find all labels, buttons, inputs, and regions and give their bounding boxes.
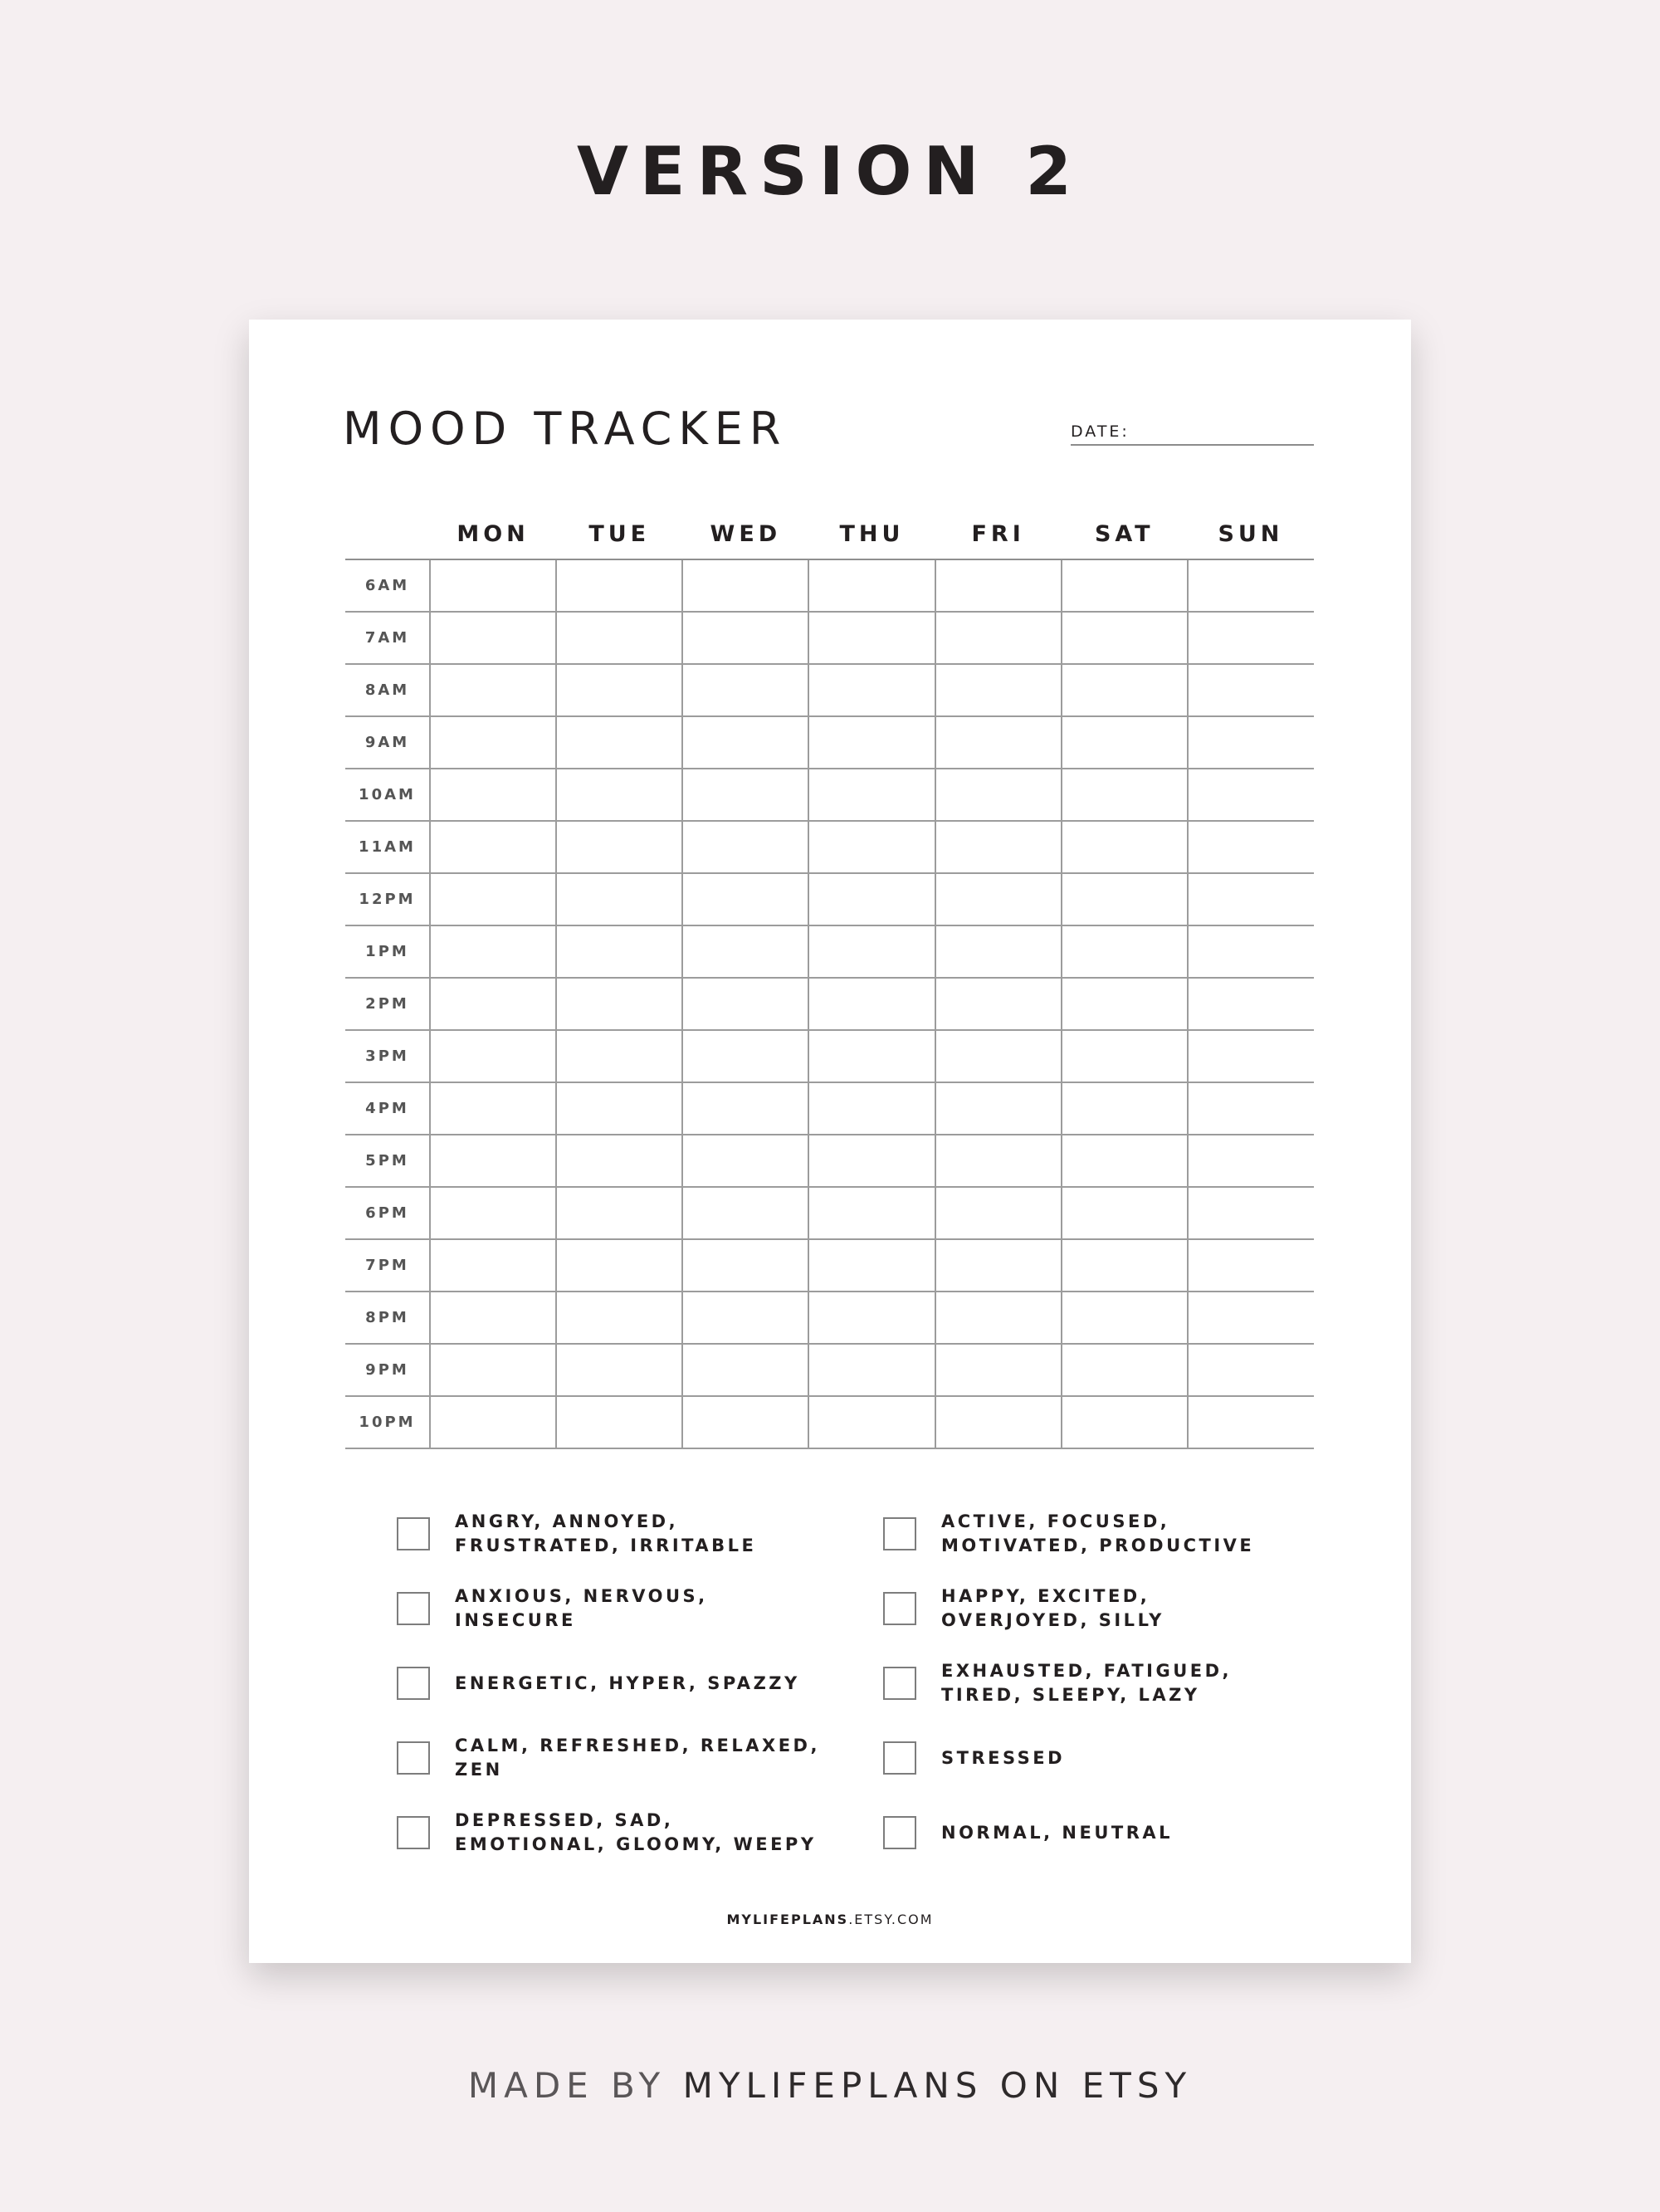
mood-cell[interactable] [935, 1239, 1062, 1292]
mood-cell[interactable] [682, 1396, 808, 1448]
credit-name: MYLIFEPLANS ON ETSY [682, 2065, 1193, 2106]
mood-cell[interactable] [808, 821, 935, 873]
time-row [345, 612, 1314, 664]
mood-cell[interactable] [556, 1239, 682, 1292]
mood-cell[interactable] [556, 1344, 682, 1396]
mood-option-label: STRESSED [941, 1747, 1066, 1768]
mood-option-label: DEPRESSED, SAD, EMOTIONAL, GLOOMY, WEEPY [455, 1810, 817, 1854]
mood-checkbox[interactable] [397, 1667, 430, 1700]
time-row [345, 1135, 1314, 1187]
time-label: 10AM [345, 769, 430, 821]
mood-cell[interactable] [1062, 1344, 1188, 1396]
mood-checkbox[interactable] [883, 1592, 916, 1625]
day-header: TUE [556, 509, 682, 559]
mood-cell[interactable] [556, 1082, 682, 1135]
mood-cell[interactable] [682, 769, 808, 821]
mood-cell[interactable] [1188, 716, 1314, 769]
mood-cell[interactable] [430, 978, 556, 1030]
time-label: 7PM [345, 1239, 430, 1292]
time-row [345, 1187, 1314, 1239]
mood-cell[interactable] [682, 612, 808, 664]
mood-cell[interactable] [935, 559, 1062, 612]
mood-cell[interactable] [556, 978, 682, 1030]
mood-cell[interactable] [808, 716, 935, 769]
mood-option [397, 1795, 883, 1870]
mood-cell[interactable] [430, 873, 556, 925]
date-field[interactable] [1071, 422, 1314, 446]
mood-cell[interactable] [682, 664, 808, 716]
time-label: 7AM [345, 612, 430, 664]
time-row [345, 1239, 1314, 1292]
time-row [345, 1344, 1314, 1396]
mood-option-label: EXHAUSTED, FATIGUED, TIRED, SLEEPY, LAZY [941, 1661, 1233, 1705]
mood-cell[interactable] [1188, 1396, 1314, 1448]
mood-cell[interactable] [556, 559, 682, 612]
mood-cell[interactable] [430, 1292, 556, 1344]
mood-cell[interactable] [682, 1187, 808, 1239]
time-label: 2PM [345, 978, 430, 1030]
time-label: 1PM [345, 925, 430, 978]
mood-cell[interactable] [682, 873, 808, 925]
mood-option [883, 1497, 1277, 1571]
mood-cell[interactable] [1062, 664, 1188, 716]
day-header: SAT [1062, 509, 1188, 559]
corner-cell [345, 509, 430, 559]
mood-cell[interactable] [1062, 821, 1188, 873]
mood-cell[interactable] [430, 1030, 556, 1082]
mood-cell[interactable] [808, 873, 935, 925]
mood-cell[interactable] [1062, 1082, 1188, 1135]
mood-cell[interactable] [556, 1135, 682, 1187]
time-label: 6PM [345, 1187, 430, 1239]
time-row [345, 978, 1314, 1030]
mood-cell[interactable] [682, 1135, 808, 1187]
time-label: 6AM [345, 559, 430, 612]
mood-cell[interactable] [430, 559, 556, 612]
mood-cell[interactable] [1188, 978, 1314, 1030]
mood-cell[interactable] [1062, 1239, 1188, 1292]
mood-cell[interactable] [556, 925, 682, 978]
mood-checkbox[interactable] [883, 1816, 916, 1849]
mood-option-label: ANGRY, ANNOYED, FRUSTRATED, IRRITABLE [455, 1511, 757, 1555]
mood-cell[interactable] [935, 1082, 1062, 1135]
mood-cell[interactable] [1062, 1187, 1188, 1239]
mood-checkbox[interactable] [883, 1517, 916, 1550]
time-label: 4PM [345, 1082, 430, 1135]
mood-cell[interactable] [682, 925, 808, 978]
mood-cell[interactable] [556, 769, 682, 821]
mood-cell[interactable] [1062, 1292, 1188, 1344]
time-row [345, 1030, 1314, 1082]
mood-cell[interactable] [1062, 612, 1188, 664]
mood-cell[interactable] [808, 1082, 935, 1135]
mood-cell[interactable] [1062, 559, 1188, 612]
mood-cell[interactable] [808, 769, 935, 821]
mood-cell[interactable] [430, 716, 556, 769]
mood-cell[interactable] [1188, 769, 1314, 821]
time-row [345, 1292, 1314, 1344]
mood-option [397, 1646, 883, 1721]
mood-checkbox[interactable] [397, 1592, 430, 1625]
mood-cell[interactable] [1188, 873, 1314, 925]
mood-cell[interactable] [808, 1135, 935, 1187]
mood-cell[interactable] [682, 1082, 808, 1135]
mood-cell[interactable] [1188, 664, 1314, 716]
mood-cell[interactable] [1062, 716, 1188, 769]
day-header: SUN [1188, 509, 1314, 559]
mood-cell[interactable] [682, 978, 808, 1030]
mood-cell[interactable] [935, 1030, 1062, 1082]
time-row [345, 925, 1314, 978]
time-label: 10PM [345, 1396, 430, 1448]
mood-cell[interactable] [808, 1187, 935, 1239]
time-label: 9AM [345, 716, 430, 769]
version-heading: VERSION 2 [576, 133, 1084, 210]
mood-cell[interactable] [1188, 1344, 1314, 1396]
mood-cell[interactable] [430, 612, 556, 664]
day-header: FRI [935, 509, 1062, 559]
mood-cell[interactable] [1188, 1239, 1314, 1292]
time-label: 8PM [345, 1292, 430, 1344]
day-header: MON [430, 509, 556, 559]
time-row [345, 559, 1314, 612]
mood-cell[interactable] [682, 1030, 808, 1082]
mood-cell[interactable] [1188, 1292, 1314, 1344]
footer-url-rest: .ETSY.COM [848, 1912, 934, 1927]
mood-cell[interactable] [430, 1187, 556, 1239]
mood-cell[interactable] [1188, 612, 1314, 664]
mood-cell[interactable] [556, 1292, 682, 1344]
credit-prefix: MADE BY [467, 2065, 666, 2106]
mood-option [883, 1795, 1277, 1870]
mood-cell[interactable] [556, 1187, 682, 1239]
mood-cell[interactable] [1062, 978, 1188, 1030]
mood-cell[interactable] [430, 1135, 556, 1187]
mood-cell[interactable] [808, 559, 935, 612]
mood-cell[interactable] [682, 1239, 808, 1292]
mood-cell[interactable] [808, 664, 935, 716]
mood-option [883, 1646, 1277, 1721]
mood-option [883, 1571, 1277, 1646]
mood-cell[interactable] [1062, 873, 1188, 925]
sheet-title: MOOD TRACKER [343, 403, 788, 455]
mood-cell[interactable] [682, 716, 808, 769]
mood-cell[interactable] [808, 1292, 935, 1344]
mood-cell[interactable] [935, 873, 1062, 925]
mood-cell[interactable] [556, 1396, 682, 1448]
mood-option [397, 1721, 883, 1795]
mood-cell[interactable] [808, 1344, 935, 1396]
mood-cell[interactable] [935, 978, 1062, 1030]
time-row [345, 664, 1314, 716]
time-row [345, 873, 1314, 925]
mood-cell[interactable] [430, 664, 556, 716]
time-label: 3PM [345, 1030, 430, 1082]
mood-cell[interactable] [430, 1082, 556, 1135]
mood-cell[interactable] [1062, 769, 1188, 821]
mood-option-label: HAPPY, EXCITED, OVERJOYED, SILLY [941, 1586, 1164, 1630]
credit-line [0, 2065, 1660, 2106]
mood-cell[interactable] [935, 1396, 1062, 1448]
mood-cell[interactable] [682, 559, 808, 612]
mood-cell[interactable] [430, 925, 556, 978]
mood-option-label: CALM, REFRESHED, RELAXED, ZEN [455, 1736, 820, 1780]
time-label: 9PM [345, 1344, 430, 1396]
mood-cell[interactable] [556, 821, 682, 873]
mood-cell[interactable] [1188, 559, 1314, 612]
mood-cell[interactable] [556, 873, 682, 925]
mood-cell[interactable] [808, 612, 935, 664]
mood-option-label: ANXIOUS, NERVOUS, INSECURE [455, 1586, 708, 1630]
mood-checkbox[interactable] [397, 1517, 430, 1550]
date-label: DATE: [1071, 422, 1130, 441]
mood-cell[interactable] [682, 821, 808, 873]
mood-cell[interactable] [935, 1135, 1062, 1187]
mood-cell[interactable] [935, 716, 1062, 769]
mood-cell[interactable] [556, 1030, 682, 1082]
day-header: WED [682, 509, 808, 559]
time-row [345, 716, 1314, 769]
day-header: THU [808, 509, 935, 559]
mood-checklist [397, 1497, 1277, 1870]
time-label: 8AM [345, 664, 430, 716]
mood-option-label: ACTIVE, FOCUSED, MOTIVATED, PRODUCTIVE [941, 1511, 1255, 1555]
mood-cell[interactable] [1188, 1187, 1314, 1239]
mood-cell[interactable] [935, 769, 1062, 821]
mood-cell[interactable] [808, 925, 935, 978]
mood-checkbox[interactable] [397, 1741, 430, 1775]
mood-cell[interactable] [935, 821, 1062, 873]
time-label: 12PM [345, 873, 430, 925]
mood-cell[interactable] [935, 664, 1062, 716]
mood-checkbox[interactable] [883, 1741, 916, 1775]
mood-cell[interactable] [682, 1344, 808, 1396]
mood-option [397, 1497, 883, 1571]
mood-cell[interactable] [430, 821, 556, 873]
time-row [345, 1396, 1314, 1448]
time-row [345, 769, 1314, 821]
footer-url-bold: MYLIFEPLANS [726, 1912, 849, 1927]
planner-sheet [249, 320, 1411, 1963]
time-row [345, 1082, 1314, 1135]
time-label: 11AM [345, 821, 430, 873]
mood-cell[interactable] [808, 1396, 935, 1448]
mood-checkbox[interactable] [883, 1667, 916, 1700]
mood-cell[interactable] [808, 978, 935, 1030]
mood-cell[interactable] [1188, 1135, 1314, 1187]
mood-cell[interactable] [1188, 925, 1314, 978]
grid-body [345, 559, 1314, 1448]
mood-cell[interactable] [935, 612, 1062, 664]
mood-cell[interactable] [430, 1344, 556, 1396]
mood-cell[interactable] [1062, 1030, 1188, 1082]
mood-cell[interactable] [935, 1187, 1062, 1239]
mood-cell[interactable] [556, 664, 682, 716]
footer-url [249, 1912, 1411, 1927]
mood-cell[interactable] [682, 1292, 808, 1344]
mood-cell[interactable] [430, 1239, 556, 1292]
mood-cell[interactable] [1188, 821, 1314, 873]
mood-cell[interactable] [1062, 925, 1188, 978]
mood-cell[interactable] [1188, 1082, 1314, 1135]
mood-option-label: ENERGETIC, HYPER, SPAZZY [455, 1672, 800, 1693]
time-label: 5PM [345, 1135, 430, 1187]
mood-cell[interactable] [430, 769, 556, 821]
mood-cell[interactable] [808, 1239, 935, 1292]
mood-option [883, 1721, 1277, 1795]
mood-cell[interactable] [935, 1344, 1062, 1396]
mood-cell[interactable] [808, 1030, 935, 1082]
day-header-row [345, 509, 1314, 559]
mood-cell[interactable] [935, 925, 1062, 978]
mood-cell[interactable] [556, 612, 682, 664]
mood-cell[interactable] [935, 1292, 1062, 1344]
mood-grid [345, 509, 1314, 1449]
mood-option-label: NORMAL, NEUTRAL [941, 1822, 1174, 1843]
mood-option [397, 1571, 883, 1646]
mood-cell[interactable] [1062, 1135, 1188, 1187]
mood-cell[interactable] [1188, 1030, 1314, 1082]
time-row [345, 821, 1314, 873]
mood-cell[interactable] [1062, 1396, 1188, 1448]
mood-cell[interactable] [556, 716, 682, 769]
mood-checkbox[interactable] [397, 1816, 430, 1849]
mood-cell[interactable] [430, 1396, 556, 1448]
